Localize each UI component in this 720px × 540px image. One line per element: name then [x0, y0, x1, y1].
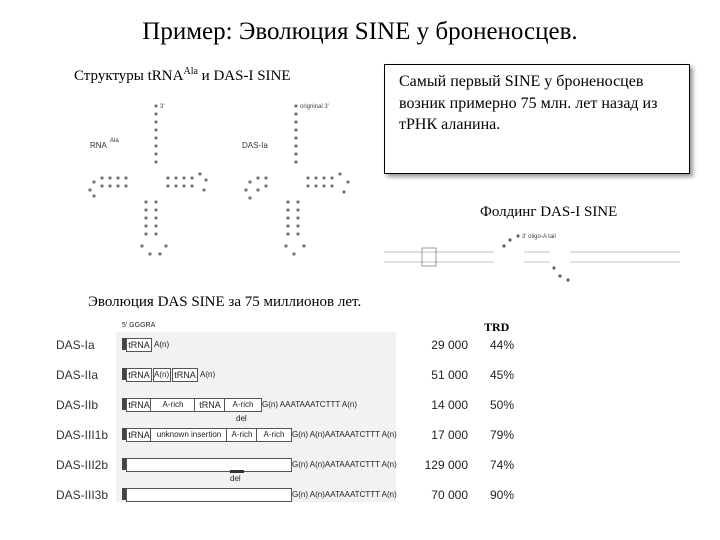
del-bar — [230, 470, 244, 473]
left-structure-label: RNA — [90, 141, 107, 150]
element-block — [126, 488, 292, 502]
das-ia-structure — [242, 104, 349, 255]
row-label-das-iia: DAS-IIa — [56, 368, 99, 382]
structures-caption — [74, 66, 291, 85]
row-label-das-iii2b: DAS-III2b — [56, 458, 109, 472]
pct-das-iii1b: 79% — [490, 428, 515, 442]
pct-das-iii3b: 90% — [490, 488, 515, 502]
folding-caption: Фолдинг DAS-I SINE — [480, 204, 618, 220]
row-label-das-iib: DAS-IIb — [56, 398, 99, 412]
element-block — [126, 458, 292, 472]
element-trna: tRNA — [126, 398, 152, 412]
left-top-label: 3' — [160, 104, 165, 110]
element-tail: G(n) A(n)AATAAATCTTT A(n) — [292, 490, 397, 499]
das-folding-figure — [374, 226, 690, 292]
element-trna: tRNA — [126, 428, 152, 442]
count-das-iii1b: 17 000 — [431, 428, 468, 442]
element-an: A(n) — [153, 368, 171, 382]
slide-title: Пример: Эволюция SINE у броненосцев. — [142, 18, 578, 45]
evolution-caption: Эволюция DAS SINE за 75 миллионов лет. — [88, 294, 362, 310]
caption-prefix: Структуры tRNA — [74, 68, 184, 84]
element-an: A(n) — [154, 340, 170, 349]
row-label-das-iii3b: DAS-III3b — [56, 488, 109, 502]
del-mark: del — [230, 474, 241, 483]
trna-ala-structure — [89, 104, 208, 255]
del-mark: del — [236, 414, 247, 423]
element-tail: G(n) A(n)AATAAATCTTT A(n) — [292, 430, 397, 439]
diagram-panel — [116, 332, 396, 502]
element-trna: tRNA — [194, 398, 226, 412]
note-box — [384, 64, 690, 174]
row-label-das-iii1b: DAS-III1b — [56, 428, 109, 442]
row-label-das-ia: DAS-Ia — [56, 338, 95, 352]
fold-tag: 3' oligo-A tail — [522, 234, 556, 240]
head-label: 5' GGGRA — [122, 322, 156, 329]
count-das-iii3b: 70 000 — [431, 488, 468, 502]
trd-label: TRD — [484, 320, 510, 334]
right-structure-label: DAS-Ia — [242, 141, 268, 150]
caption-suffix: и DAS-I SINE — [197, 68, 291, 84]
pct-das-iii2b: 74% — [490, 458, 515, 472]
element-trna: tRNA — [126, 338, 152, 352]
left-structure-sup: Ala — [110, 138, 119, 144]
element-tail: G(n) A(n)AATAAATCTTT A(n) — [292, 460, 397, 469]
count-das-iia: 51 000 — [431, 368, 468, 382]
element-tail: G(n) AAATAAATCTTT A(n) — [262, 400, 357, 409]
element-a-rich: A-rich — [256, 428, 292, 442]
trna-structures-figure — [56, 86, 366, 276]
element-a-rich: A-rich — [150, 398, 196, 412]
count-das-iii2b: 129 000 — [424, 458, 468, 472]
element-unknown-insertion: unknown insertion — [150, 428, 228, 442]
element-a-rich: A-rich — [226, 428, 258, 442]
pct-das-ia: 44% — [490, 338, 515, 352]
note-text: Самый первый SINE у броненосцев возник примерно 75 млн. лет назад из тРНК аланина. — [399, 73, 658, 134]
caption-sup: Ala — [183, 66, 198, 77]
pct-das-iib: 50% — [490, 398, 515, 412]
count-das-iib: 14 000 — [431, 398, 468, 412]
evolution-diagram — [50, 318, 520, 504]
element-a-rich: A-rich — [224, 398, 262, 412]
element-an: A(n) — [200, 370, 216, 379]
count-das-ia: 29 000 — [431, 338, 468, 352]
element-trna: tRNA — [126, 368, 152, 382]
pct-das-iia: 45% — [490, 368, 515, 382]
element-trna: tRNA — [172, 368, 198, 382]
right-top-label: origninal 3' — [300, 104, 329, 110]
